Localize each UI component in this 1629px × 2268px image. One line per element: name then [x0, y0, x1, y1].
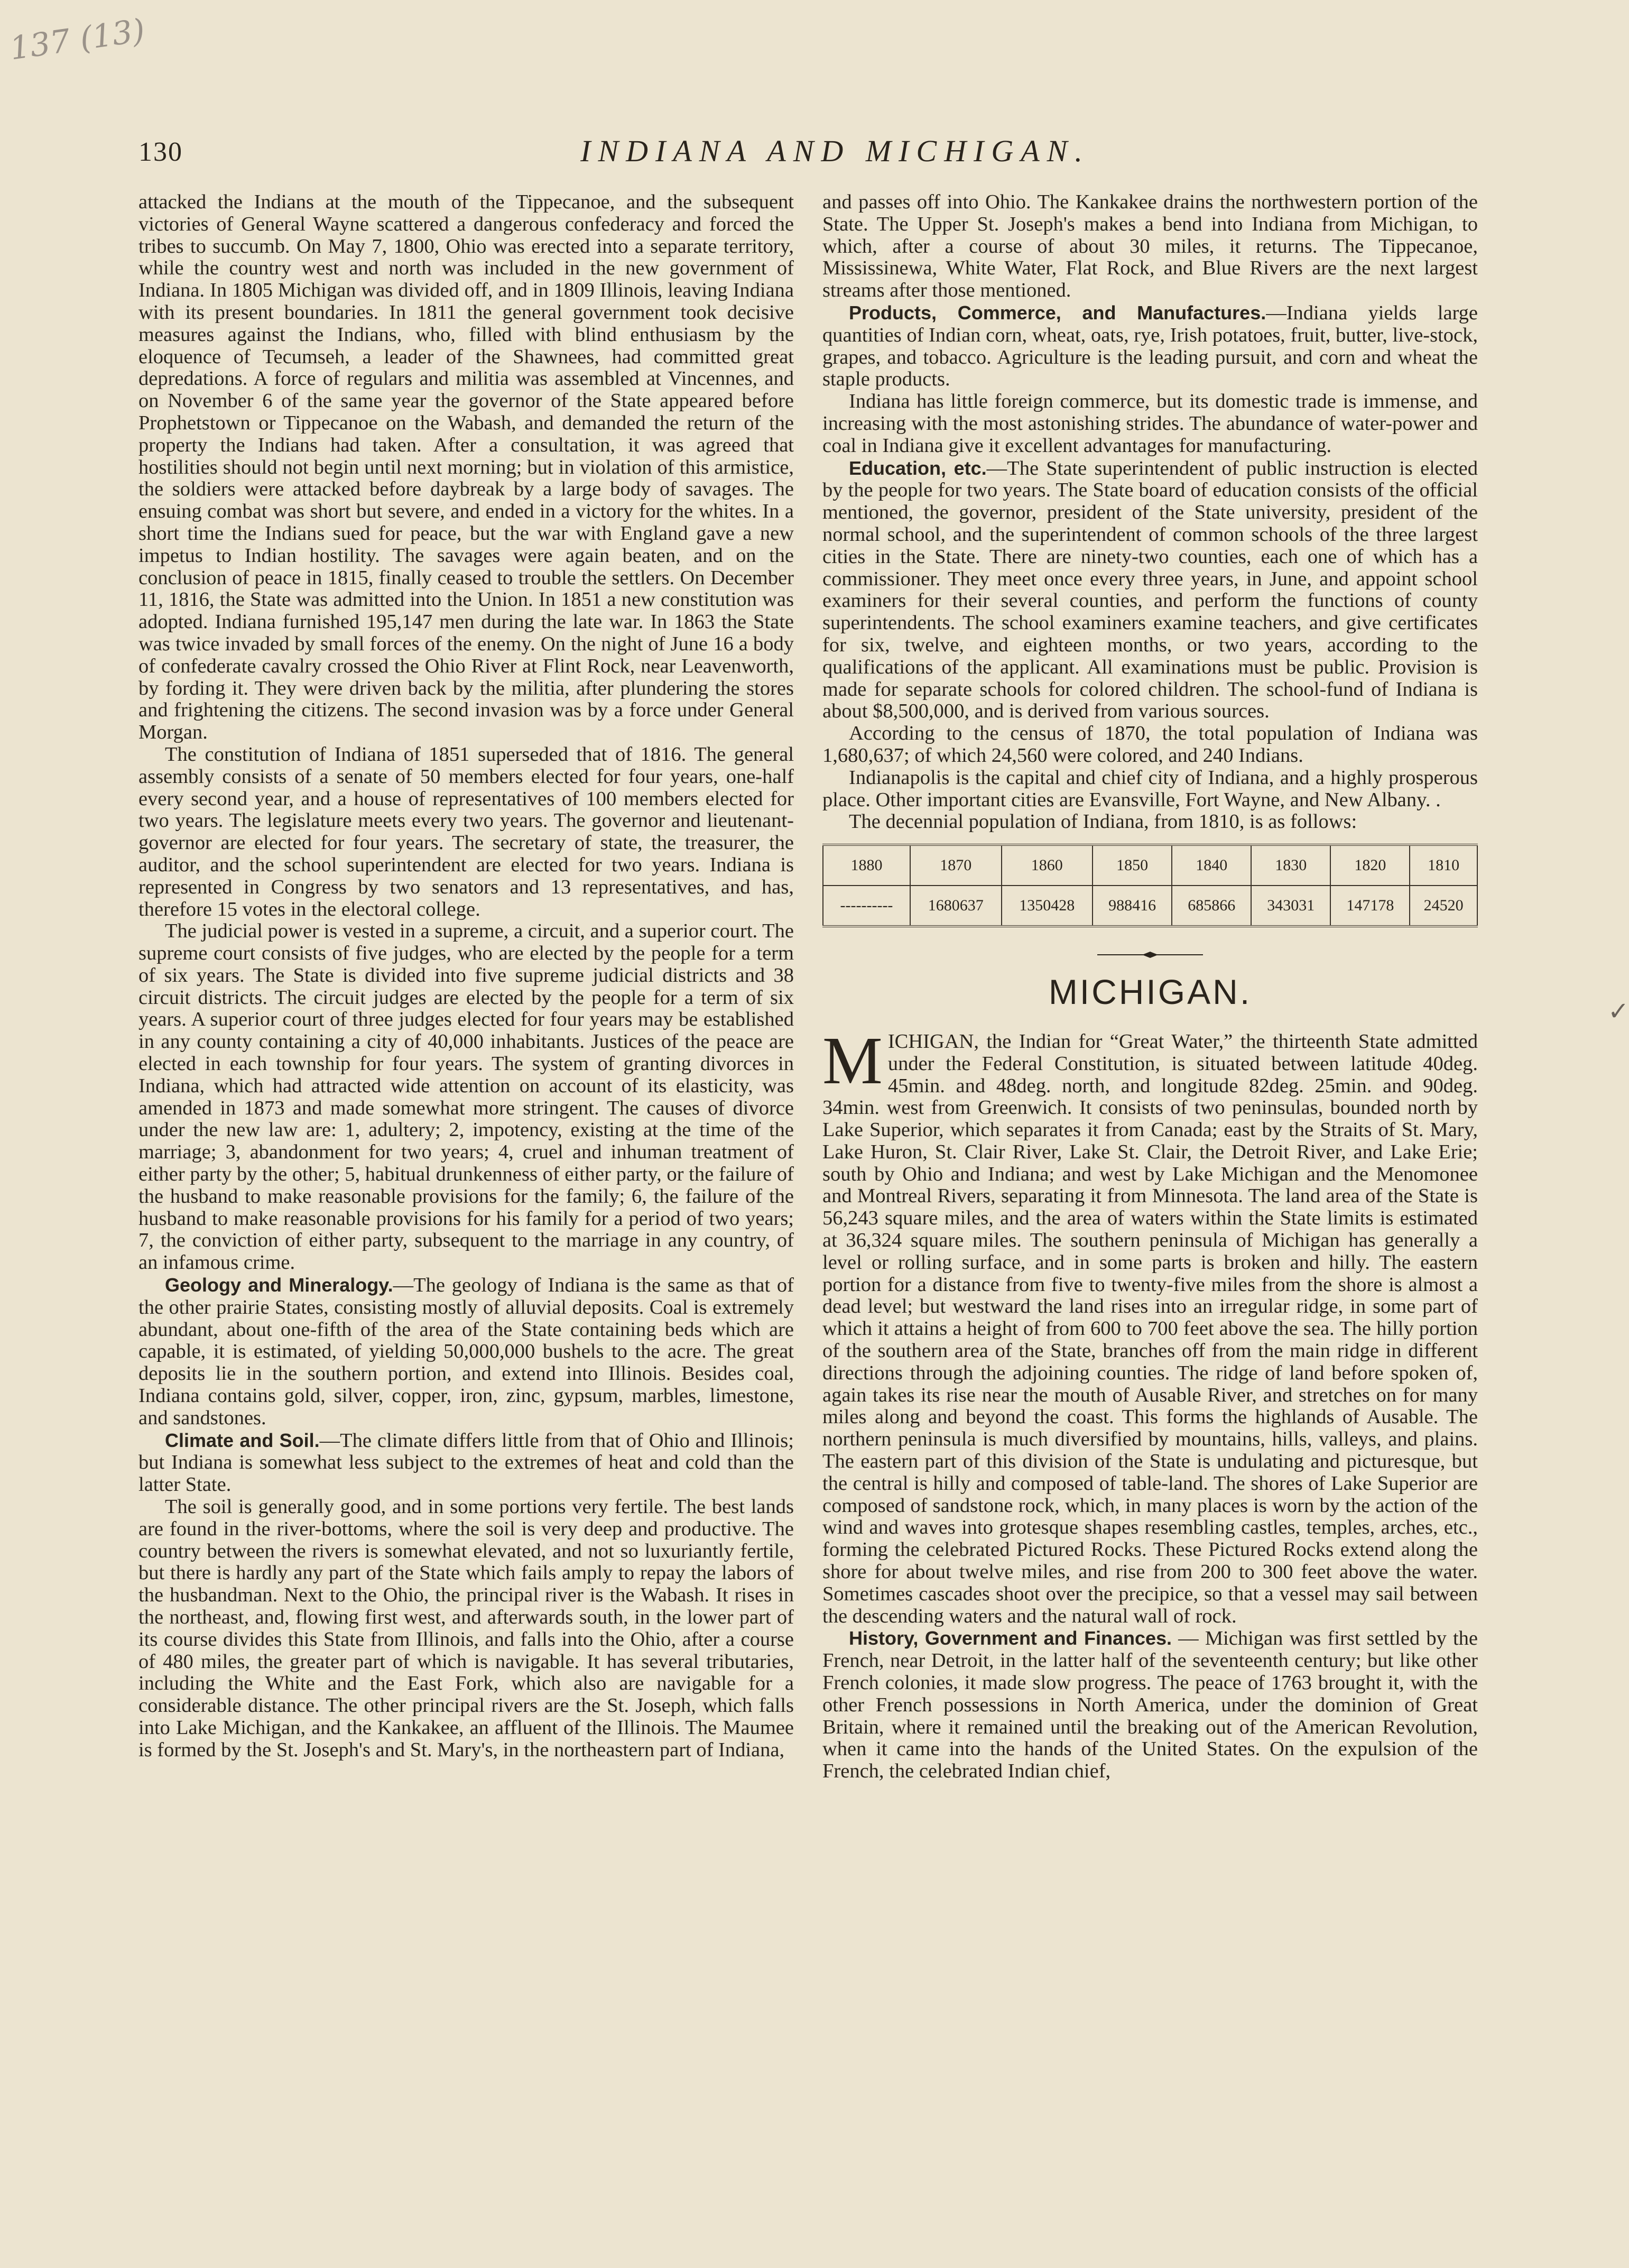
population-value-cell: 147178 [1330, 886, 1410, 926]
rubric-heading: Education, etc. [849, 457, 987, 479]
population-value-cell: ---------- [823, 886, 910, 926]
left-column [138, 191, 794, 1762]
michigan-intro-paragraph [822, 1022, 1478, 1628]
population-value-cell: 1680637 [910, 886, 1002, 926]
year-header-cell: 1840 [1172, 845, 1251, 886]
paragraph-text: Indiana has little foreign commerce, but its domestic trade is immense, and increasing with the most astonishing strides. The abundance of water-power and coal in Indiana give it excellent advantages for manufacturing. [822, 390, 1478, 457]
paragraph-text: The judicial power is vested in a supreme, a circuit, and a superior court. The supreme court consists of five judges, who are elected by the people for a term of six years. The State is divided into five supreme judicial districts and 38 circuit districts. The circuit judges are elected by the people for a term of six years. A superior court of three judges elected for four years may be established in any county containing a city of 40,000 inhabitants. Justices of the peace are elected in each township for four years. The system of granting divorces in Indiana, which had attracted wide attention on account of its elasticity, was amended in 1873 and made somewhat more stringent. The causes of divorce under the new law are: 1, adultery; 2, impotency, existing at the time of the marriage; 3, abandonment for two years; 4, cruel and inhuman treatment of either party by the other; 5, habitual drunkenness of either party, or the failure of the husband to make reasonable provisions for the family; 6, the failure of the husband to make reasonable provisions for his family for a period of two years; 7, the conviction of either party, subsequent to the marriage in any country, of an infamous crime. [138, 920, 794, 1274]
indiana-continuation [822, 191, 1478, 833]
margin-check-mark: ✓ [1608, 998, 1629, 1026]
drop-cap: M [822, 1022, 883, 1098]
year-header-cell: 1880 [823, 845, 910, 886]
left_column-paragraph [138, 744, 794, 920]
year-header-cell: 1860 [1002, 845, 1093, 886]
paragraph-text: According to the census of 1870, the total population of Indiana was 1,680,637; of which 24,560 were colored, and 240 Indians. [822, 722, 1478, 767]
rubric-heading: Geology and Mineralogy. [165, 1274, 393, 1296]
paragraph-text: —The climate differs little from that of Ohio and Illinois; but Indiana is somewhat less subject to the extremes of heat and cold than the latter State. [138, 1429, 794, 1496]
year-header-cell: 1810 [1410, 845, 1477, 886]
year-header-cell: 1870 [910, 845, 1002, 886]
year-header-cell: 1820 [1330, 845, 1410, 886]
population-value-cell: 24520 [1410, 886, 1477, 926]
pencil-annotation: 137 (13) [7, 12, 147, 68]
rubric-heading: Products, Commerce, and Manufactures. [849, 301, 1266, 324]
population-value-cell: 343031 [1251, 886, 1330, 926]
michigan-intro-text: ICHIGAN, the Indian for “Great Water,” the thirteenth State admitted under the Federal Constitution, is situated between latitude 40deg. 45min. and 48deg. north, and longitude 82deg. 25min. and 90deg. 34min. west from Greenwich. It consists of two peninsulas, bounded north by Lake Superior, which separates it from Canada; east by the Straits of St. Mary, Lake Huron, St. Clair River, Lake St. Clair, the Detroit River, and Lake Erie; south by Ohio and Indiana; and west by Lake Michigan and the Menomonee and Montreal Rivers, separating it from Minnesota. The land area of the State is 56,243 square miles, and the area of waters within the State limits is estimated at 36,324 square miles. The southern peninsula of Michigan has generally a level or rolling surface, and in some parts is broken and hilly. The eastern portion for a distance from five to twenty-five miles from the shore is almost a dead level; but westward the land rises into an irregular ridge, in some part of which it attains a height of from 600 to 700 feet above the sea. The hilly portion of the southern area of the State, branches off from the main ridge in different directions through the adjoining counties. The ridge of land before spoken of, again takes its rise near the mouth of Ausable River, and stretches on for many miles along and beyond the coast. This forms the highlands of Ausable. The northern peninsula is much diversified by mountains, hills, valleys, and plains. The eastern part of this division of the State is undulating and picturesque, but the central is hilly and composed of table-land. The shores of Lake Superior are composed of sandstone rock, which, in many places is worn by the action of the wind and waves into grotesque shapes resembling castles, temples, arches, etc., forming the celebrated Pictured Rocks. These Pictured Rocks extend along the shore for about twelve miles, and rise from 200 to 300 feet above the water. Sometimes cascades shoot over the precipice, so that a vessel may sail between the descending waters and the natural wall of rock. [822, 1030, 1478, 1627]
paragraph-text: and passes off into Ohio. The Kankakee drains the northwestern portion of the State. The Upper St. Joseph's makes a bend into Indiana from Michigan, to which, after a course of about 30 miles, it returns. The Tippecanoe, Mississinewa, White Water, Flat Rock, and Blue Rivers are the next largest streams after those mentioned. [822, 191, 1478, 302]
year-header-cell: 1830 [1251, 845, 1330, 886]
right_column_top-paragraph [822, 457, 1478, 723]
paragraph-text: Indianapolis is the capital and chief city of Indiana, and a highly prosperous place. Other important cities are Evansville, Fort Wayne, and New Albany. . [822, 766, 1478, 811]
population-table [822, 844, 1478, 927]
right_column_top-paragraph [822, 391, 1478, 457]
left_column-paragraph [138, 1496, 794, 1762]
right_column_top-paragraph [822, 191, 1478, 302]
paragraph-text: The soil is generally good, and in some portions very fertile. The best lands are found in the river-bottoms, where the soil is very deep and productive. The country between the rivers is somewhat elevated, and not so luxuriantly fertile, but there is hardly any part of the State which fails amply to repay the labors of the husbandman. Next to the Ohio, the principal river is the Wabash. It rises in the northeast, and, flowing first west, and afterwards south, in the lower part of its course divides this State from Illinois, and falls into the Ohio, after a course of 480 miles, the greater part of which is navigable. It has several tributaries, including the White and the East Fork, which also are navigable for a considerable distance. The other principal rivers are the St. Joseph, which falls into Lake Michigan, and the Kankakee, an affluent of the Illinois. The Maumee is formed by the St. Joseph's and St. Mary's, in the northeastern part of Indiana, [138, 1496, 794, 1761]
population-value-cell: 988416 [1093, 886, 1172, 926]
section-divider-ornament [1097, 951, 1203, 959]
population-value-cell: 1350428 [1002, 886, 1093, 926]
paragraph-text: —The geology of Indiana is the same as that of the other prairie States, consisting mostly of alluvial deposits. Coal is extremely abundant, about one-fifth of the area of the State containing beds which are capable, it is estimated, of yielding 50,000,000 bushels to the acre. The great deposits lie in the southern portion, and extend into Illinois. Besides coal, Indiana contains gold, silver, copper, iron, zinc, gypsum, marbles, limestone, and sandstones. [138, 1274, 794, 1429]
paragraph-text: The constitution of Indiana of 1851 superseded that of 1816. The general assembly consists of a senate of 50 members elected for four years, one-half every second year, and a house of representatives of 100 members elected for two years. The legislature meets every two years. The governor and lieutenant-governor are elected for four years. The secretary of state, the treasurer, the auditor, and the school superintendent are elected for two years. Indiana is represented in Congress by two senators and 13 representatives, and has, therefore 15 votes in the electoral college. [138, 743, 794, 920]
michigan-heading: MICHIGAN. [1048, 972, 1252, 1012]
rubric-history: History, Government and Finances. [849, 1627, 1172, 1649]
paragraph-text: —The State superintendent of public instruction is elected by the people for two years. The State board of education consists of the official mentioned, the governor, president of the State university, president of the normal school, and the superintendent of common schools of the three largest cities in the State. There are ninety-two counties, each one of which has a commissioner. They meet once every three years, in June, and appoint school examiners for their several counties, and perform the functions of county superintendents. The school examiners examine teachers, and give certificates for six, twelve, and eighteen months, or two years, according to the qualifications of the applicant. All examinations must be public. Provision is made for separate schools for colored children. The school-fund of Indiana is about $8,500,000, and is derived from various sources. [822, 457, 1478, 723]
right_column_top-paragraph [822, 302, 1478, 391]
michigan-history-text: — Michigan was first settled by the French, near Detroit, in the latter half of the seventeenth century; but like other French colonies, it made slow progress. The peace of 1763 brought it, with the other French possessions in North America, under the dominion of Great Britain, where it remained until the breaking out of the American Revolution, when it came into the hands of the United States. On the expulsion of the French, the celebrated Indian chief, [822, 1627, 1478, 1783]
michigan-history-paragraph [822, 1627, 1478, 1783]
right-column [822, 191, 1478, 1783]
paragraph-text: The decennial population of Indiana, from 1810, is as follows: [849, 810, 1357, 833]
right_column_top-paragraph [822, 767, 1478, 812]
paragraph-text: —Indiana yields large quantities of Indian corn, wheat, oats, rye, Irish potatoes, fruit, butter, live-stock, grapes, and tobacco. Agriculture is the leading pursuit, and corn and wheat the staple products. [822, 301, 1478, 391]
left_column-paragraph [138, 1430, 794, 1496]
right_column_top-paragraph [822, 723, 1478, 767]
running-head: INDIANA AND MICHIGAN. [580, 134, 1090, 168]
rubric-heading: Climate and Soil. [165, 1429, 320, 1451]
paragraph-text: attacked the Indians at the mouth of the Tippecanoe, and the subsequent victories of General Wayne scattered a dangerous confederacy and forced the tribes to succumb. On May 7, 1800, Ohio was erected into a separate territory, while the country west and north was included in the new government of Indiana. In 1805 Michigan was divided off, and in 1809 Illinois, leaving Indiana with its present boundaries. In 1811 the general government took decisive measures against the Indians, who, filled with blind enthusiasm by the eloquence of Tecumseh, a leader of the Shawnees, had committed great depredations. A force of regulars and militia was assembled at Vincennes, and on November 6 of the same year the governor of the State appeared before Prophetstown or Tippecanoe on the Wabash, and demanded the return of the property the Indians had taken. After a consultation, it was agreed that hostilities should not begin until next morning; but in violation of this armistice, the soldiers were attacked before daybreak by a large body of savages. The ensuing combat was short but severe, and ended in a victory for the whites. In a short time the Indians sued for peace, but the war with England gave a new impetus to Indian hostility. The savages were again beaten, and on the conclusion of peace in 1815, finally ceased to trouble the settlers. On December 11, 1816, the State was admitted into the Union. In 1851 a new constitution was adopted. Indiana furnished 195,147 men during the late war. In 1863 the State was twice invaded by small forces of the enemy. On the night of June 16 a body of confederate cavalry crossed the Ohio River at Flint Rock, near Leavenworth, by fording it. They were driven back by the militia, after plundering the stores and frightening the citizens. The second invasion was by a force under General Morgan. [138, 191, 794, 744]
population-table-header-row [823, 845, 1477, 886]
population-value-cell: 685866 [1172, 886, 1251, 926]
left_column-paragraph [138, 191, 794, 744]
population-table-values-row [823, 886, 1477, 926]
page-number: 130 [138, 137, 183, 167]
year-header-cell: 1850 [1093, 845, 1172, 886]
left_column-paragraph [138, 1274, 794, 1430]
left_column-paragraph [138, 920, 794, 1274]
right_column_top-paragraph [822, 811, 1478, 833]
